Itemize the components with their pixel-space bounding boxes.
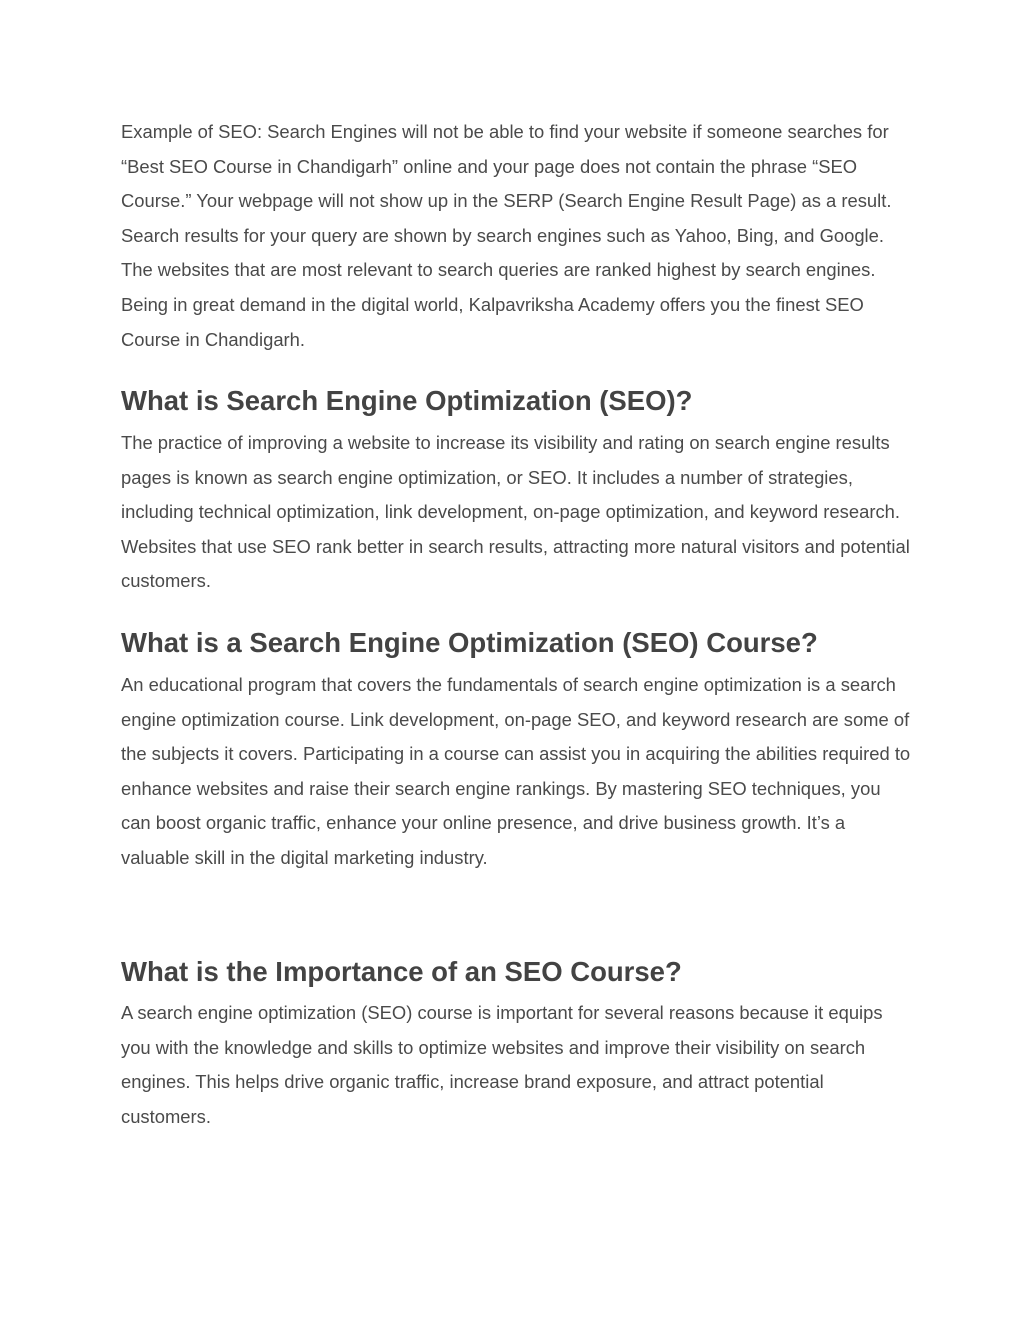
section-heading-seo-course: What is a Search Engine Optimization (SEO) Course? xyxy=(121,627,818,658)
section-body-importance: A search engine optimization (SEO) course is important for several reasons because it equips you with the knowledge and skills to optimize websites and improve their visibility on search engines. This helps drive organic traffic, increase brand exposure, and attract potential customers. xyxy=(121,1002,883,1127)
section-heading-what-is-seo: What is Search Engine Optimization (SEO)? xyxy=(121,385,693,416)
section-body-seo-course: An educational program that covers the fundamentals of search engine optimization is a search engine optimization course. Link development, on-page SEO, and keyword research are some of the subjects it covers. Participating in a course can assist you in acquiring the abilities required to enhance websites and raise their search engine rankings. By mastering SEO techniques, you can boost organic traffic, enhance your online presence, and drive business growth. It’s a valuable skill in the digital marketing industry. xyxy=(121,674,911,868)
section-body-what-is-seo: The practice of improving a website to increase its visibility and rating on search engine results pages is known as search engine optimization, or SEO. It includes a number of strategies, including technical optimization, link development, on-page optimization, and keyword research. Websites that use SEO rank better in search results, attracting more natural visitors and potential customers. xyxy=(121,432,910,592)
intro-paragraph: Example of SEO: Search Engines will not be able to find your website if someone searches for “Best SEO Course in Chandigarh” online and your page does not contain the phrase “SEO Course.” Your webpage will not show up in the SERP (Search Engine Result Page) as a result. Search results for your query are shown by search engines such as Yahoo, Bing, and Google. The websites that are most relevant to search queries are ranked highest by search engines. Being in great demand in the digital world, Kalpavriksha Academy offers you the finest SEO Course in Chandigarh. xyxy=(121,121,892,350)
section-heading-importance: What is the Importance of an SEO Course? xyxy=(121,956,682,987)
